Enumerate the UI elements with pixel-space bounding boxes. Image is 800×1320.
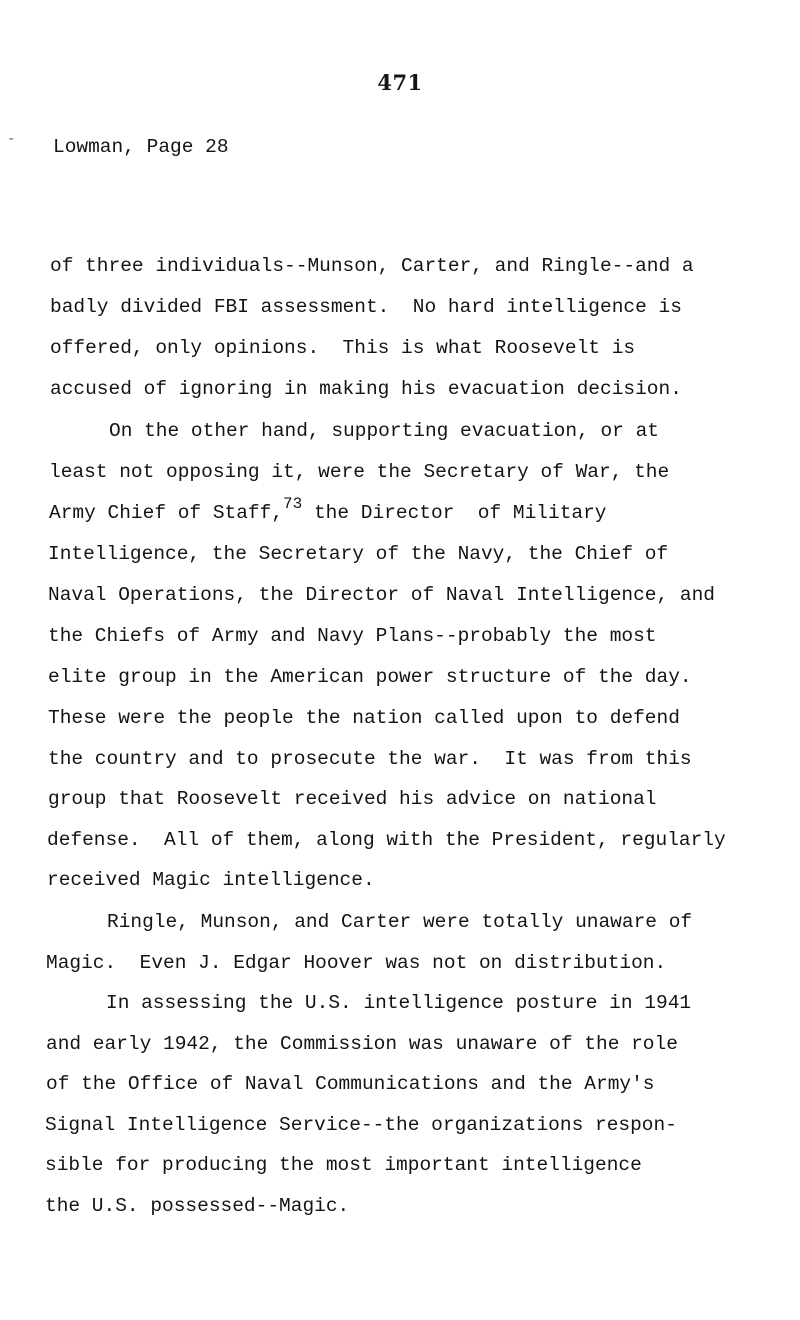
running-header: Lowman, Page 28 xyxy=(53,136,229,158)
text-line: Signal Intelligence Service--the organizations respon- xyxy=(45,1114,677,1136)
text-line: badly divided FBI assessment. No hard intelligence is xyxy=(50,296,682,318)
text-line: the Chiefs of Army and Navy Plans--probably the most xyxy=(48,625,657,647)
text-line: elite group in the American power structure of the day. xyxy=(48,666,692,688)
text-line: On the other hand, supporting evacuation, or at xyxy=(109,420,659,442)
text-line: received Magic intelligence. xyxy=(47,869,375,891)
text-line: sible for producing the most important intelligence xyxy=(45,1154,642,1176)
text-segment: the Director of Military xyxy=(302,502,607,524)
text-line: In assessing the U.S. intelligence posture in 1941 xyxy=(106,992,692,1014)
text-line: defense. All of them, along with the President, regularly xyxy=(47,829,726,851)
text-segment: Army Chief of Staff, xyxy=(49,502,284,524)
text-line: least not opposing it, were the Secretary of War, the xyxy=(49,461,670,483)
text-line: Magic. Even J. Edgar Hoover was not on distribution. xyxy=(46,952,667,974)
text-line: Naval Operations, the Director of Naval Intelligence, and xyxy=(48,584,716,606)
text-line: accused of ignoring in making his evacuation decision. xyxy=(50,378,682,400)
text-line: Ringle, Munson, and Carter were totally unaware of xyxy=(107,911,693,933)
page-number: 471 xyxy=(377,70,423,95)
text-line: and early 1942, the Commission was unaware of the role xyxy=(46,1033,678,1055)
text-line: Intelligence, the Secretary of the Navy, the Chief of xyxy=(48,543,669,565)
text-line: of three individuals--Munson, Carter, and Ringle--and a xyxy=(50,255,694,277)
text-line: of the Office of Naval Communications and the Army's xyxy=(46,1073,655,1095)
margin-mark: - xyxy=(7,131,16,147)
text-line: offered, only opinions. This is what Roosevelt is xyxy=(50,337,636,359)
text-line: the country and to prosecute the war. It was from this xyxy=(48,748,692,770)
text-line: These were the people the nation called upon to defend xyxy=(48,707,680,729)
text-line: group that Roosevelt received his advice on national xyxy=(48,788,657,810)
text-line: the U.S. possessed--Magic. xyxy=(45,1195,350,1217)
footnote-reference: 73 xyxy=(283,495,303,513)
text-line-with-footnote xyxy=(49,495,607,525)
